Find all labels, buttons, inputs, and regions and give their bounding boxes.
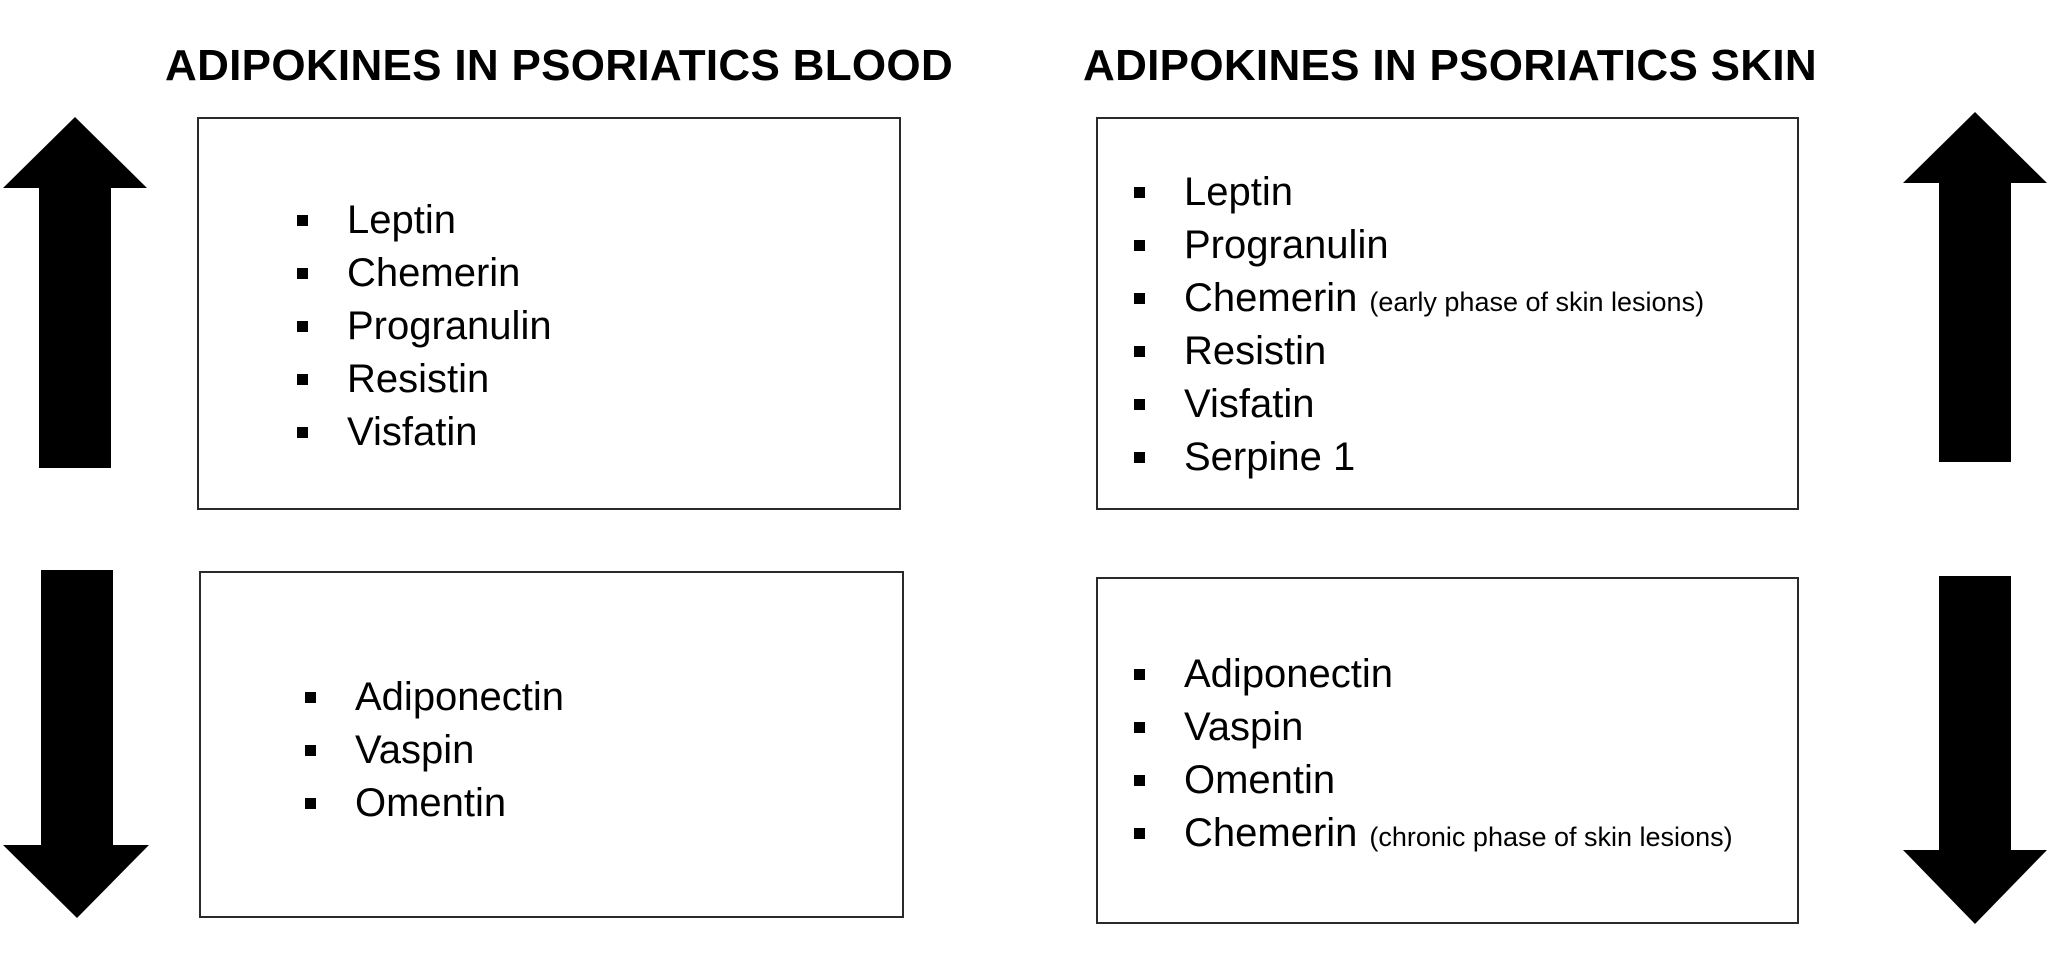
adipokine-name: Leptin bbox=[1184, 170, 1293, 214]
bullet-square-icon bbox=[297, 268, 308, 279]
item-text bbox=[347, 300, 552, 353]
adipokine-name: Chemerin bbox=[347, 251, 521, 295]
bullet-square-icon bbox=[1134, 828, 1145, 839]
bullet-square-icon bbox=[1134, 669, 1145, 680]
bullet-square-icon bbox=[305, 745, 316, 756]
bullet-square-icon bbox=[297, 374, 308, 385]
bullet-square-icon bbox=[1134, 722, 1145, 733]
item-text bbox=[1184, 431, 1355, 484]
bullet-square-icon bbox=[297, 427, 308, 438]
item-text bbox=[347, 194, 456, 247]
bullet-square-icon bbox=[305, 692, 316, 703]
arrow-down-icon bbox=[0, 570, 150, 920]
bullet-square-icon bbox=[305, 798, 316, 809]
adipokine-note: (chronic phase of skin lesions) bbox=[1369, 822, 1733, 852]
bullet-square-icon bbox=[1134, 346, 1145, 357]
adipokine-name: Vaspin bbox=[355, 728, 475, 772]
adipokine-name: Progranulin bbox=[347, 304, 552, 348]
adipokine-name: Serpine 1 bbox=[1184, 435, 1356, 479]
item-text bbox=[347, 406, 477, 459]
bullet-square-icon bbox=[297, 215, 308, 226]
item-text bbox=[1184, 378, 1314, 431]
adipokine-name: Omentin bbox=[1184, 758, 1336, 802]
item-text bbox=[1184, 701, 1303, 754]
arrow-up-icon bbox=[0, 115, 150, 470]
adipokine-name: Resistin bbox=[1184, 329, 1327, 373]
adipokine-name: Visfatin bbox=[1184, 382, 1315, 426]
item-text bbox=[347, 247, 520, 300]
item-text bbox=[347, 353, 489, 406]
heading-blood: ADIPOKINES IN PSORIATICS BLOOD bbox=[165, 41, 954, 90]
adipokine-name: Leptin bbox=[347, 198, 456, 242]
item-text bbox=[1184, 807, 1733, 864]
item-text bbox=[1184, 166, 1293, 219]
item-text bbox=[1184, 648, 1393, 701]
item-text bbox=[1184, 754, 1335, 807]
skin-increased-panel bbox=[1096, 117, 1799, 510]
adipokine-name: Chemerin bbox=[1184, 276, 1358, 320]
item-text bbox=[1184, 325, 1326, 378]
item-text bbox=[355, 724, 474, 777]
bullet-square-icon bbox=[1134, 240, 1145, 251]
adipokine-name: Adiponectin bbox=[1184, 652, 1394, 696]
adipokine-name: Adiponectin bbox=[355, 675, 565, 719]
arrow-down-icon bbox=[1900, 576, 2050, 926]
adipokine-name: Progranulin bbox=[1184, 223, 1389, 267]
bullet-square-icon bbox=[1134, 187, 1145, 198]
adipokine-name: Resistin bbox=[347, 357, 490, 401]
item-text bbox=[355, 671, 564, 724]
adipokine-name: Visfatin bbox=[347, 410, 478, 454]
bullet-square-icon bbox=[1134, 775, 1145, 786]
adipokine-name: Omentin bbox=[355, 781, 507, 825]
arrow-up-icon bbox=[1900, 110, 2050, 465]
heading-skin: ADIPOKINES IN PSORIATICS SKIN bbox=[1083, 41, 1817, 90]
adipokine-note: (early phase of skin lesions) bbox=[1369, 287, 1705, 317]
bullet-square-icon bbox=[1134, 452, 1145, 463]
blood-decreased-panel bbox=[199, 571, 904, 918]
skin-decreased-panel bbox=[1096, 577, 1799, 924]
item-text bbox=[1184, 272, 1704, 329]
item-text bbox=[1184, 219, 1389, 272]
blood-increased-panel bbox=[197, 117, 901, 510]
adipokine-name: Vaspin bbox=[1184, 705, 1304, 749]
bullet-square-icon bbox=[1134, 399, 1145, 410]
bullet-square-icon bbox=[297, 321, 308, 332]
bullet-square-icon bbox=[1134, 293, 1145, 304]
adipokine-name: Chemerin bbox=[1184, 811, 1358, 855]
item-text bbox=[355, 777, 506, 830]
